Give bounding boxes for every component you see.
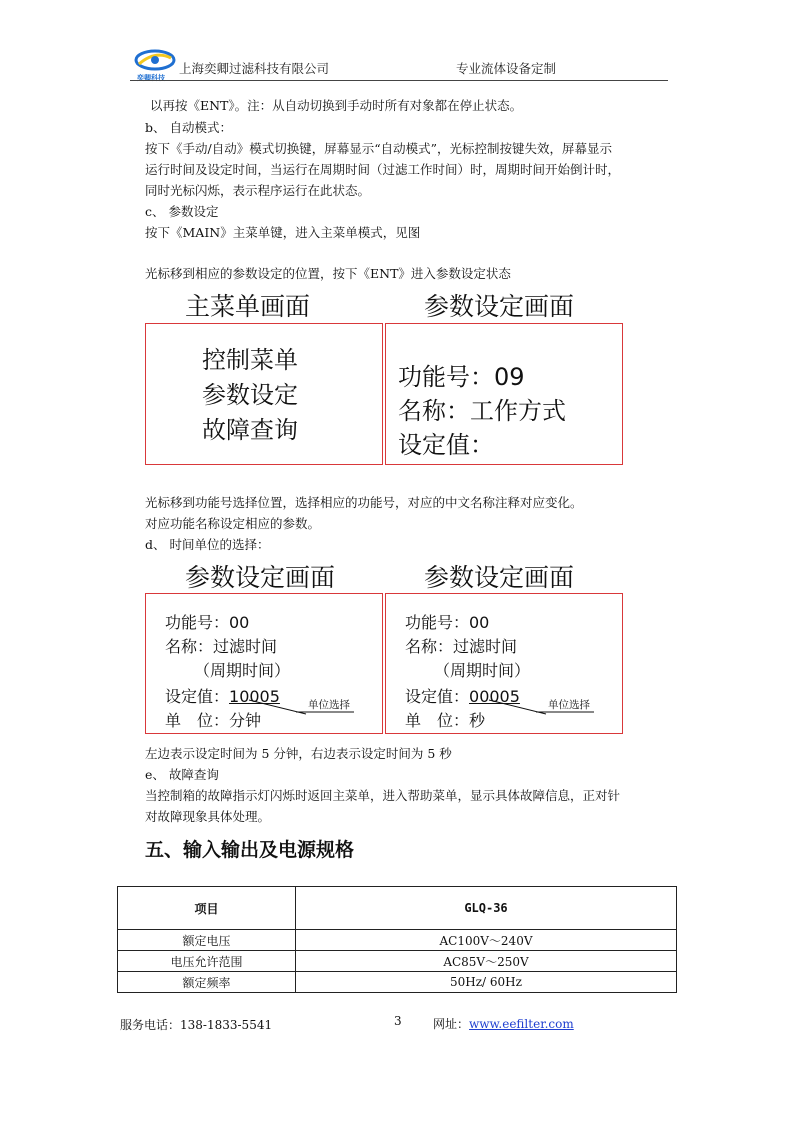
unit-select-label: 单位选择 [308, 699, 350, 711]
time-unit-screen-seconds [385, 593, 623, 734]
company-name: 上海奕卿过滤科技有限公司 [179, 61, 330, 76]
table-cell: AC85V～250V [296, 951, 677, 972]
menu-item-control: 控制菜单 [202, 346, 298, 374]
website-link[interactable]: www.eefilter.com [469, 1017, 574, 1031]
footer-phone: 服务电话：138-1833-5541 [120, 1018, 273, 1032]
table-header-row [118, 887, 677, 930]
figure-title-param-setting-right: 参数设定画面 [424, 563, 575, 592]
table-cell: 50Hz/ 60Hz [296, 972, 677, 993]
name-line: 名称：过滤时间 [405, 637, 518, 656]
param-name: 名称：工作方式 [398, 397, 566, 425]
footer-website [433, 1015, 574, 1032]
paragraph: 光标移到相应的参数设定的位置，按下《ENT》进入参数设定状态 [145, 266, 511, 281]
spec-table [117, 886, 677, 993]
paragraph: c、 参数设定 [145, 204, 219, 219]
function-number-line: 功能号：00 [165, 613, 250, 632]
cycle-line: （周期时间） [434, 661, 531, 680]
table-header-item: 项目 [118, 887, 296, 930]
paragraph: 对故障现象具体处理。 [145, 809, 271, 824]
name-line: 名称：过滤时间 [165, 637, 278, 656]
table-row [118, 951, 677, 972]
company-slogan: 专业流体设备定制 [456, 61, 557, 76]
table-row [118, 930, 677, 951]
paragraph: b、 自动模式： [145, 120, 232, 135]
cycle-line: （周期时间） [194, 661, 291, 680]
paragraph: 按下《手动/自动》模式切换键，屏幕显示“自动模式”，光标控制按键失效，屏幕显示 [145, 141, 612, 156]
figure-title-main-menu: 主菜单画面 [185, 292, 311, 321]
table-cell: 额定频率 [118, 972, 296, 993]
menu-item-fault: 故障查询 [202, 416, 298, 444]
unit-pointer-line [386, 594, 624, 735]
paragraph: 光标移到功能号选择位置，选择相应的功能号，对应的中文名称注释对应变化。 [145, 495, 583, 510]
unit-line: 单 位：秒 [405, 711, 486, 730]
table-cell: AC100V～240V [296, 930, 677, 951]
unit-select-label: 单位选择 [548, 699, 590, 711]
paragraph: d、 时间单位的选择： [145, 537, 270, 552]
unit-line: 单 位：分钟 [165, 711, 262, 730]
table-header-model: GLQ-36 [296, 887, 677, 930]
menu-item-param: 参数设定 [202, 381, 298, 409]
function-number-line: 功能号：00 [405, 613, 490, 632]
paragraph: 同时光标闪烁，表示程序运行在此状态。 [145, 183, 371, 198]
set-value-number: 10005 [229, 687, 280, 706]
figure-title-param-setting-left: 参数设定画面 [185, 563, 336, 592]
param-function-number: 功能号：09 [398, 363, 525, 391]
param-setting-screen [385, 323, 623, 465]
table-cell: 电压允许范围 [118, 951, 296, 972]
paragraph: e、 故障查询 [145, 767, 219, 782]
header-divider [130, 80, 668, 81]
table-cell: 额定电压 [118, 930, 296, 951]
set-value-number: 00005 [469, 687, 520, 706]
paragraph: 按下《MAIN》主菜单键，进入主菜单模式，见图 [145, 225, 421, 240]
main-menu-screen [145, 323, 383, 465]
paragraph: 运行时间及设定时间，当运行在周期时间（过滤工作时间）时，周期时间开始倒计时， [145, 162, 621, 177]
section-heading: 五、输入输出及电源规格 [145, 839, 355, 861]
paragraph: 以再按《ENT》。注：从自动切换到手动时所有对象都在停止状态。 [150, 98, 523, 113]
logo-text: 奕卿科技 [137, 74, 165, 82]
paragraph: 左边表示设定时间为 5 分钟，右边表示设定时间为 5 秒 [145, 746, 452, 761]
time-unit-screen-minutes [145, 593, 383, 734]
unit-pointer-line [146, 594, 384, 735]
set-value-label: 设定值： [165, 687, 230, 706]
param-value: 设定值： [398, 431, 494, 459]
page-number: 3 [394, 1014, 402, 1028]
table-row [118, 972, 677, 993]
set-value-label: 设定值： [405, 687, 470, 706]
paragraph: 当控制箱的故障指示灯闪烁时返回主菜单，进入帮助菜单，显示具体故障信息，正对针 [145, 788, 621, 803]
website-label: 网址： [433, 1017, 470, 1031]
figure-title-param-setting: 参数设定画面 [424, 292, 575, 321]
paragraph: 对应功能名称设定相应的参数。 [145, 516, 321, 531]
